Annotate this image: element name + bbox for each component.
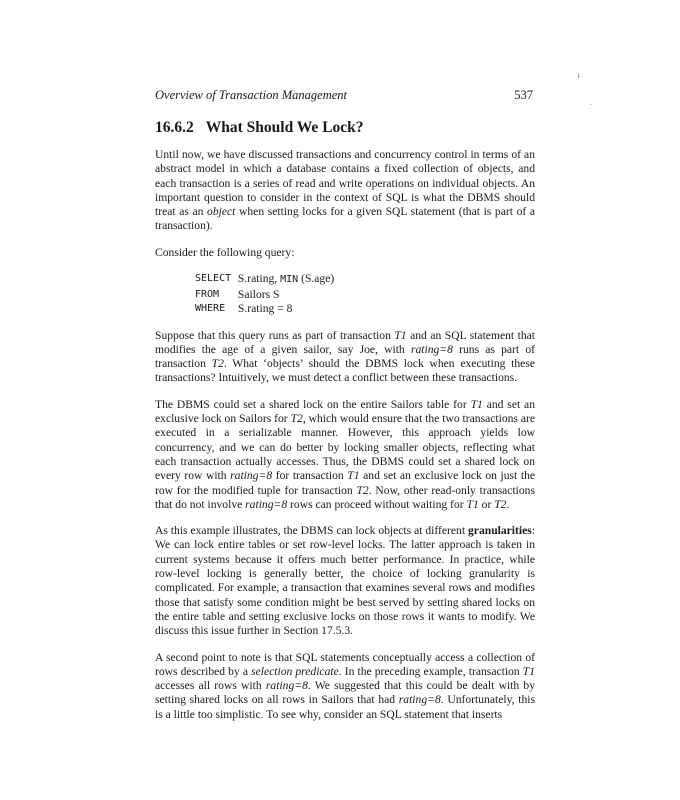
margin-dot: . bbox=[589, 97, 592, 107]
sql-keyword-from: FROM bbox=[195, 288, 220, 300]
sql-where-line: WHERE S.rating = 8 bbox=[195, 302, 293, 316]
sql-keyword-select: SELECT bbox=[195, 273, 232, 285]
sql-keyword-where: WHERE bbox=[195, 303, 226, 315]
page-body bbox=[155, 86, 535, 734]
running-head-title: Overview of Transaction Management bbox=[155, 88, 347, 102]
paragraph-selection-predicate: A second point to note is that SQL statements conceptually access a collection of rows described by a selection predicate. In the preceding example, transaction T1 accesses all rows with rating=8. We suggested that this could be dealt with by setting shared locks on all rows in Sailors that had rating=8. Unfortunately, this is a little too simplistic. To see why, consider an SQL statement that inserts bbox=[155, 650, 536, 721]
paragraph-intro: Until now, we have discussed transactions and concurrency control in terms of an abstract model in which a database contains a fixed collection of objects, and each transaction is a series of read and write operations on individual objects. An important question to consider in the context of SQL is what the DBMS should treat as an object when setting locks for a given SQL statement (that is part of a transaction). bbox=[155, 148, 535, 233]
paragraph-suppose: Suppose that this query runs as part of transaction T1 and an SQL statement that modifies the age of a given sailor, say Joe, with rating=8 runs as part of transaction T2. What ‘objects’ should the DBMS lock when executing these transactions? Intuitively, we must detect a conflict between these transactions. bbox=[155, 328, 535, 385]
page-number: 537 bbox=[514, 88, 533, 102]
paragraph-shared-lock: The DBMS could set a shared lock on the entire Sailors table for T1 and set an exclusive lock on Sailors for T2, which would ensure that the two transactions are executed in a serializable manner. However, this approach yields low concurrency, and we can do better by locking smaller objects, reflecting what each transaction actually accesses. Thus, the DBMS could set a shared lock on every row with rating=8 for transaction T1 and set an exclusive lock on just the row for the modified tuple for transaction T2. Now, other read-only transactions that do not involve rating=8 rows can proceed without waiting for T1 or T2. bbox=[155, 397, 536, 511]
sql-select-line: SELECT S.rating, MIN (S.age) bbox=[195, 272, 535, 288]
running-head bbox=[155, 86, 535, 104]
margin-mark: ı bbox=[577, 70, 580, 80]
sql-from-line: FROM Sailors S bbox=[195, 287, 280, 301]
paragraph-granularity: As this example illustrates, the DBMS can lock objects at different granularities: We can lock entire tables or set row-level locks. The latter approach is taken in current systems because it offers much better performance. In practice, while row-level locking is generally better, the choice of locking granularity is complicated. For example, a transaction that examines several rows and modifies those that satisfy some condition might be best served by setting shared locks on the entire table and setting exclusive locks on those rows it wants to modify. We discuss this issue further in Section 17.5.3. bbox=[155, 524, 535, 638]
section-heading bbox=[155, 118, 535, 138]
sql-keyword-min: MIN bbox=[280, 274, 299, 286]
section-number: 16.6.2 bbox=[155, 119, 194, 136]
paragraph-consider: Consider the following query: bbox=[155, 245, 295, 259]
section-title: What Should We Lock? bbox=[205, 119, 364, 136]
sql-query-block bbox=[195, 272, 535, 317]
